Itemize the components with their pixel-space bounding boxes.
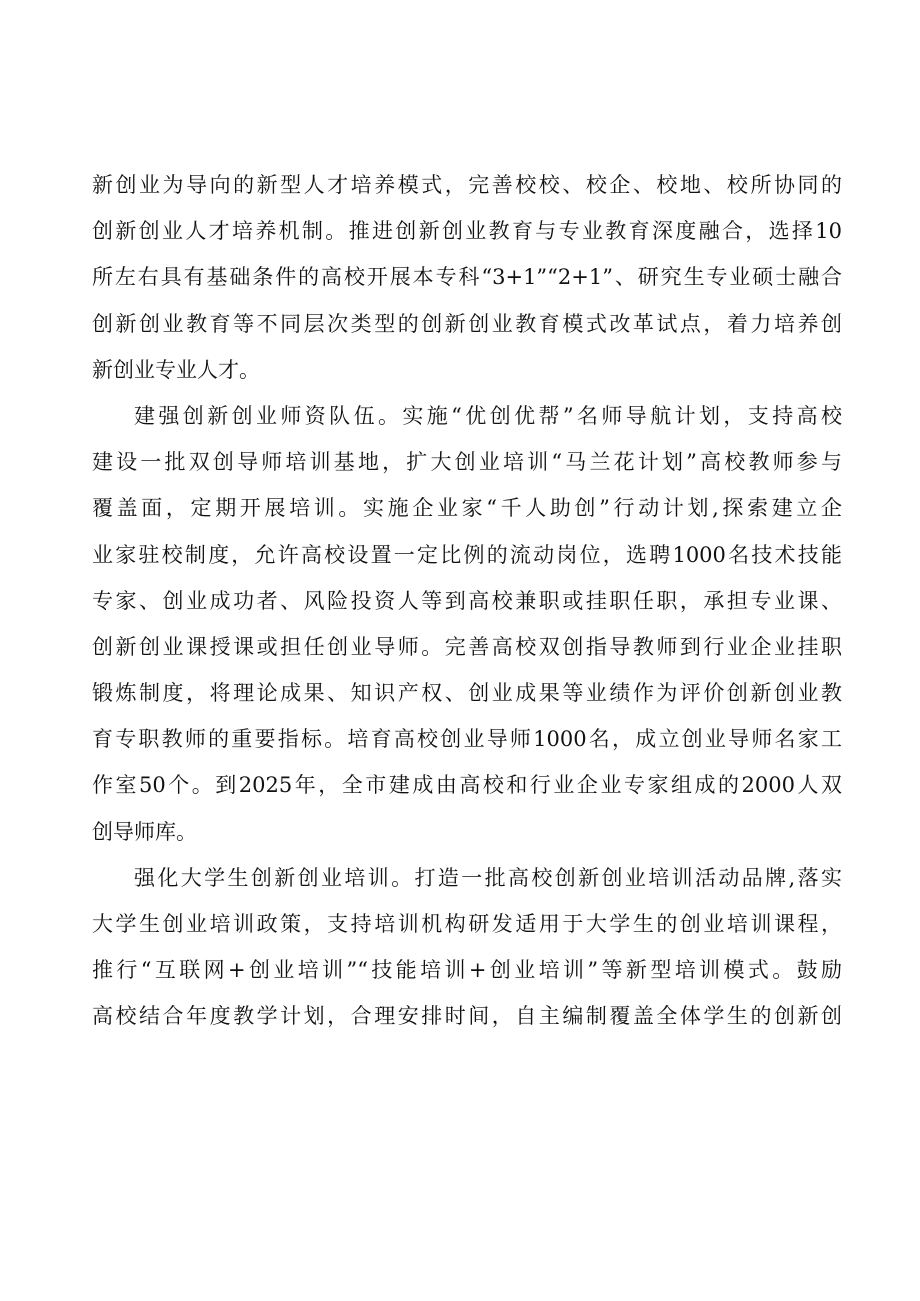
text-line: 育专职教师的重要指标。培育高校创业导师1000名，成立创业导师名家工 xyxy=(92,727,842,752)
text-line: 建设一批双创导师培训基地，扩大创业培训“马兰花计划”高校教师参与 xyxy=(92,450,842,475)
text-line: 创新创业课授课或担任创业导师。完善高校双创指导教师到行业企业挂职 xyxy=(92,634,842,659)
text-line: 大学生创业培训政策，支持培训机构研发适用于大学生的创业培训课程， xyxy=(92,912,842,936)
text-line: 创导师库。 xyxy=(92,819,197,844)
text-line: 锻炼制度，将理论成果、知识产权、创业成果等业绩作为评价创新创业教 xyxy=(92,681,842,706)
text-line: 创新创业教育等不同层次类型的创新创业教育模式改革试点，着力培养创 xyxy=(92,311,842,336)
paragraph xyxy=(92,855,842,1040)
text-line: 业家驻校制度，允许高校设置一定比例的流动岗位，选聘1000名技术技能 xyxy=(92,542,842,567)
text-line: 高校结合年度教学计划，合理安排时间，自主编制覆盖全体学生的创新创 xyxy=(92,1004,842,1029)
text-line: 建强创新创业师资队伍。实施“优创优帮”名师导航计划，支持高校 xyxy=(134,403,842,428)
text-line: 创新创业人才培养机制。推进创新创业教育与专业教育深度融合，选择10 xyxy=(92,219,842,244)
paragraph xyxy=(92,162,842,393)
text-line: 覆盖面，定期开展培训。实施企业家“千人助创”行动计划,探索建立企 xyxy=(92,496,842,521)
text-line: 强化大学生创新创业培训。打造一批高校创新创业培训活动品牌,落实 xyxy=(134,865,842,890)
text-line: 新创业为导向的新型人才培养模式，完善校校、校企、校地、校所协同的 xyxy=(92,173,842,197)
text-line: 所左右具有基础条件的高校开展本专科“3+1”“2+1”、研究生专业硕士融合 xyxy=(92,265,842,290)
paragraph xyxy=(92,393,842,855)
text-line: 作室50个。到2025年，全市建成由高校和行业企业专家组成的2000人双 xyxy=(92,773,842,798)
text-line: 专家、创业成功者、风险投资人等到高校兼职或挂职任职，承担专业课、 xyxy=(92,588,842,613)
document-body xyxy=(92,162,842,1040)
text-line: 新创业专业人才。 xyxy=(92,357,260,382)
text-line: 推行“互联网+创业培训”“技能培训+创业培训”等新型培训模式。鼓励 xyxy=(92,958,842,983)
